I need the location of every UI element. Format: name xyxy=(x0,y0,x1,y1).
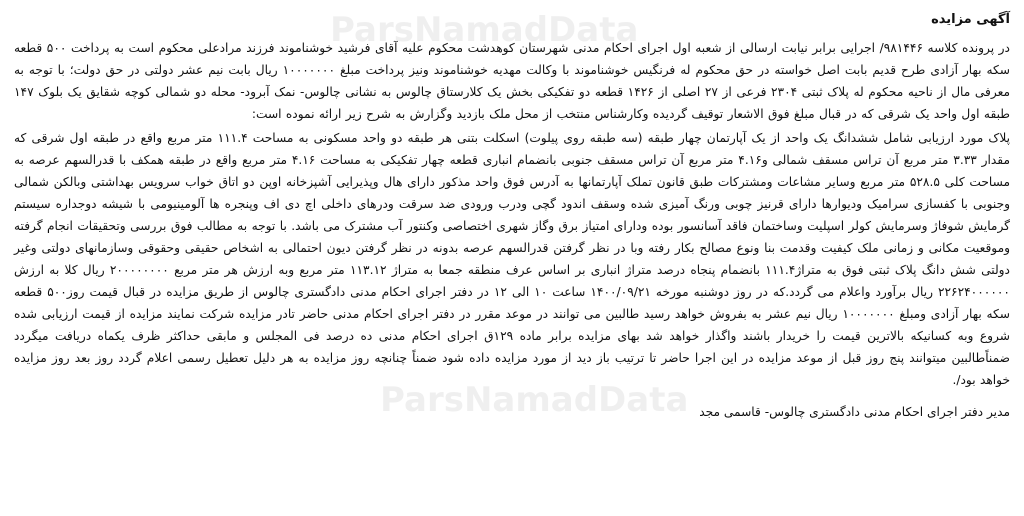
watermark-logo-lower: ParsNamadData xyxy=(380,380,689,420)
notice-signature: مدیر دفتر اجرای احکام مدنی دادگستری چالوس- قاسمی مجد xyxy=(699,405,1010,419)
watermark-logo: ParsNamadData xyxy=(330,10,639,50)
notice-title: آگهی مزایده xyxy=(931,12,1010,27)
notice-paragraph-case: در پرونده کلاسه ۹۸۱۴۴۶/ اجرایی برابر نیابت ارسالی از شعبه اول اجرای احکام مدنی شهرستان کوهدشت محکوم علیه آقای فرشید خوشناموند فرزند مرادعلی محکوم است به پرداخت ۵۰۰ قطعه سکه بهار آزادی طرح قدیم بابت اصل خواسته در حق محکوم له فرنگیس خوشناموند با وکالت مهدیه خوشناموند ونیز پرداخت مبلغ ۱۰۰۰۰۰۰۰ ریال بابت نیم عشر دولتی در حق دولت؛ با توجه به معرفی مال از ناحیه محکوم له پلاک ثبتی ۲۳۰۴ فرعی از ۲۷ اصلی از ۱۴۲۶ قطعه دو تفکیکی بخش یک کلارستاق چالوس به نشانی چالوس- نمک آبرود- محله دو شمالی کوچه شقایق یک بلوک ۱۴۷ طبقه اول واحد یک شرقی که در قبال مبلغ فوق الاشعار توقیف گردیده وکارشناس منتخب از محل ملک بازدید وگزارش به شرح زیر ارائه نموده است: xyxy=(14,41,1010,121)
notice-paragraph-property: پلاک مورد ارزیابی شامل ششدانگ یک واحد از یک آپارتمان چهار طبقه (سه طبقه روی پیلوت) اسکلت بتنی هر طبقه دو واحد مسکونی به مساحت ۱۱۱.۴ متر مربع واقع در طبقه اول شرقی که مقدار ۳.۳۳ متر مربع آن تراس مسقف شمالی و۴.۱۶ متر مربع آن تراس مسقف جنوبی بانضمام انباری قطعه چهار تفکیکی به مساحت ۴.۱۶ متر مربع واقع در طبقه همکف با قدرالسهم عرصه به مساحت کلی ۵۲۸.۵ متر مربع وسایر مشاعات ومشترکات طبق قانون تملک آپارتمانها به آدرس فوق واحد مذکور دارای هال وپذیرایی آشپزخانه اوپن دو اتاق خواب سرویس بهداشتی وبالکن شمالی وجنوبی با کفسازی سرامیک ودیوارها دارای قرنیز چوبی ورنگ آمیزی شده وسقف اندود گچی ودرب ورودی ضد سرقت ودرهای داخلی اچ دی اف وپنجره ها آلومینیومی با شیشه دوجداره سیستم گرمایش شوفاژ وسرمایش کولر اسپلیت وساختمان فاقد آسانسور بوده ودارای امتیاز برق وگاز شهری اختصاصی وکنتور آب مشترک می باشد. با توجه به مطالب فوق بررسی وتحقیقات انجام گرفته وموقعیت مکانی و زمانی ملک کیفیت وقدمت بنا ونوع مصالح بکار رفته وبا در نظر گرفتن قدرالسهم عرصه بدونه در نظر گرفتن دیون احتمالی به اشخاص حقیقی وحقوقی وسازمانهای دولتی وغیر دولتی شش دانگ پلاک ثبتی فوق به متراژ۱۱۱.۴ بانضمام پنجاه درصد متراژ انباری بر اساس عرف منطقه جمعا به متراژ ۱۱۳.۱۲ متر مربع وبه ارزش هر متر مربع ۲۰۰۰۰۰۰۰۰ ریال کلا به ارزش ۲۲۶۲۴۰۰۰۰۰۰ ریال برآورد واعلام می گردد.که در روز دوشنبه مورخه ۱۴۰۰/۰۹/۲۱ ساعت ۱۰ الی ۱۲ در دفتر اجرای احکام مدنی دادگستری چالوس از طریق مزایده در قبال قیمت روز۵۰۰ قطعه سکه بهار آزادی ومبلغ ۱۰۰۰۰۰۰۰ ریال نیم عشر به بفروش خواهد رسید طالبین می توانند در موعد مقرر در دفتر اجرای احکام مدنی حاضر تادر مزایده شرکت نمایند مزایده از قیمت ارزیابی شده شروع وبه کسانیکه بالاترین قیمت را خریدار باشند واگذار خواهد شد بهای مزایده برابر ماده ۱۲۹ق اجرای احکام مدنی ده درصد فی المجلس و مابقی حداکثر ظرف یکماه دریافت میگردد ضمناًطالبین میتوانند پنج روز قبل از موعد مزایده در این اجرا حاضر تا ترتیب باز دید از مورد مزایده داده شود ضمناً چنانچه روز مزایده به هر دلیل تعطیل رسمی اعلام گردد روز بعد روز مزایده خواهد بود/. xyxy=(14,131,1010,387)
